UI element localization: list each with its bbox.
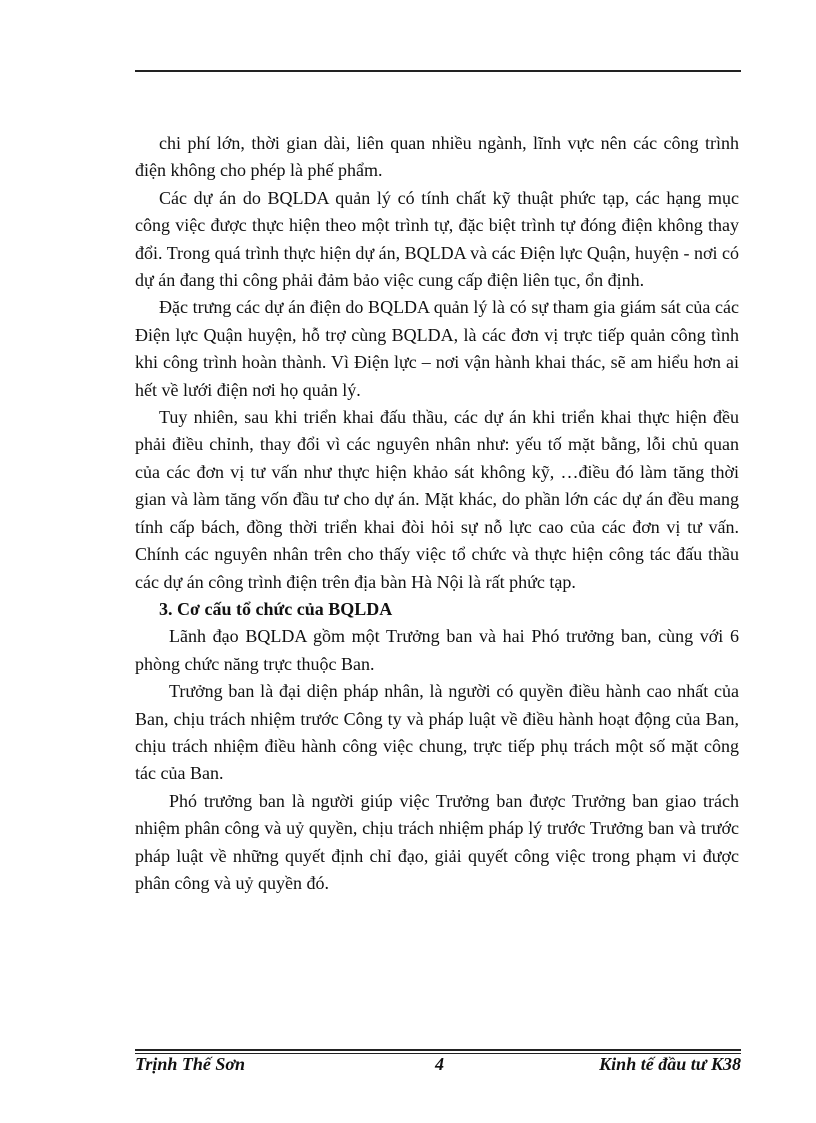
footer-rule-thick — [135, 1049, 741, 1051]
paragraph-technical-nature: Các dự án do BQLDA quản lý có tính chất kỹ thuật phức tạp, các hạng mục công việc được thực hiện theo một trình tự, đặc biệt trình tự đóng điện không thay đổi. Trong quá trình thực hiện dự án, BQLDA và các Điện lực Quận, huyện - nơi có dự án đang thi công phải đảm bảo việc cung cấp điện liên tục, ổn định. — [135, 187, 739, 291]
paragraph-leadership: Lãnh đạo BQLDA gồm một Trưởng ban và hai Phó trưởng ban, cùng với 6 phòng chức năng trực thuộc Ban. — [135, 626, 739, 674]
header-rule — [135, 70, 741, 72]
paragraph-deputy-head: Phó trưởng ban là người giúp việc Trưởng ban được Trưởng ban giao trách nhiệm phân công và uỷ quyền, chịu trách nhiệm pháp lý trước Trưởng ban và trước pháp luật về những quyết định chỉ đạo, giải quyết công việc trong phạm vi được phân công và uỷ quyền đó. — [135, 790, 739, 893]
page-footer — [135, 1054, 741, 1078]
paragraph-difficulties: Tuy nhiên, sau khi triển khai đấu thầu, các dự án khi triển khai thực hiện đều phải điều chỉnh, thay đổi vì các nguyên nhân như: yếu tố mặt bằng, lỗi chủ quan của các đơn vị tư vấn như thực hiện khảo sát không kỹ, …điều đó làm tăng thời gian và làm tăng vốn đầu tư cho dự án. Mặt khác, do phần lớn các dự án đều mang tính cấp bách, đồng thời triển khai đòi hỏi sự nỗ lực cao của các đơn vị tư vấn. Chính các nguyên nhân trên cho thấy việc tổ chức và thực hiện công tác đấu thầu các dự án công trình điện trên địa bàn Hà Nội là rất phức tạp. — [135, 407, 739, 592]
paragraph-head-of-board: Trưởng ban là đại diện pháp nhân, là người có quyền điều hành cao nhất của Ban, chịu trách nhiệm trước Công ty và pháp luật về điều hành hoạt động của Ban, chịu trách nhiệm điều hành công việc chung, trực tiếp phụ trách một số mặt công tác của Ban. — [135, 681, 739, 784]
page-body — [135, 130, 739, 897]
paragraph-supervision: Đặc trưng các dự án điện do BQLDA quản lý là có sự tham gia giám sát của các Điện lực Quận huyện, hỗ trợ cùng BQLDA, là các đơn vị trực tiếp quản công tình khi công trình hoàn thành. Vì Điện lực – nơi vận hành khai thác, sẽ am hiểu hơn ai hết về lưới điện nơi họ quản lý. — [135, 297, 739, 400]
footer-author: Trịnh Thế Sơn — [135, 1054, 246, 1074]
paragraph-continuation: chi phí lớn, thời gian dài, liên quan nhiều ngành, lĩnh vực nên các công trình điện không cho phép là phế phẩm. — [135, 133, 739, 181]
section-heading: 3. Cơ cấu tổ chức của BQLDA — [159, 598, 393, 619]
footer-course: Kinh tế đầu tư K38 — [599, 1054, 741, 1074]
footer-page-number: 4 — [435, 1054, 444, 1074]
